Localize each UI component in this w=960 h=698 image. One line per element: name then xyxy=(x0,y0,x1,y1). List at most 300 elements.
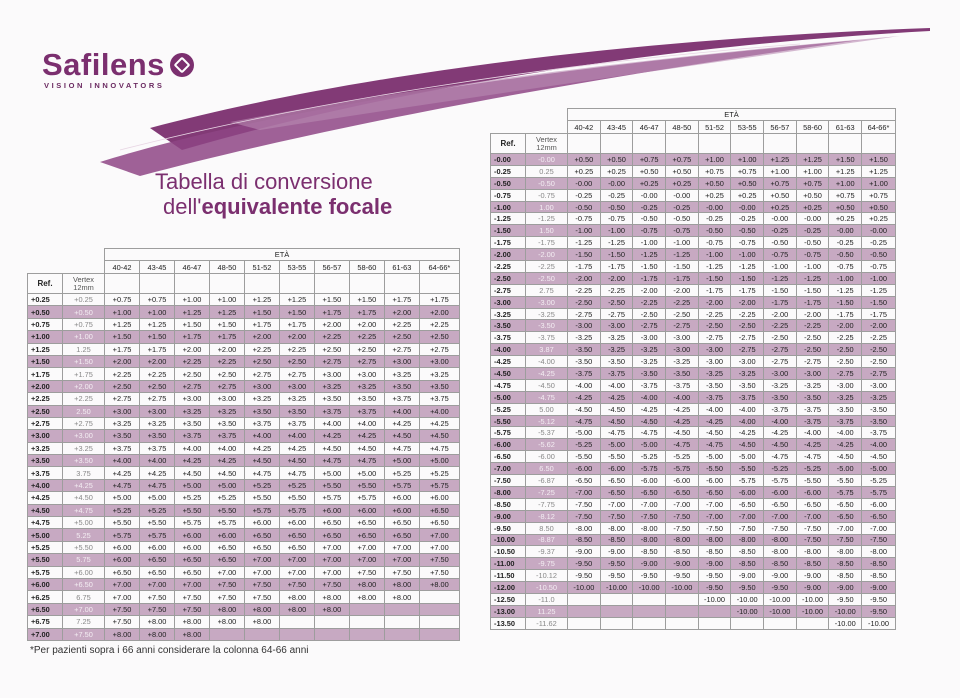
value-cell: -4.50 xyxy=(666,427,699,439)
ref-cell: +6.25 xyxy=(28,591,63,603)
value-cell: -0.00 xyxy=(666,189,699,201)
value-cell: +5.50 xyxy=(349,479,384,491)
vertex-cell: -6.87 xyxy=(526,475,568,487)
vertex-cell: +2.75 xyxy=(63,417,105,429)
value-cell: +1.50 xyxy=(279,306,314,318)
table-row xyxy=(491,225,896,237)
ref-header: Ref. xyxy=(491,134,526,154)
value-cell: +0.75 xyxy=(796,177,829,189)
table-row xyxy=(28,455,460,467)
value-cell: +8.00 xyxy=(244,616,279,628)
value-cell: -0.25 xyxy=(600,189,633,201)
value-cell: +0.50 xyxy=(829,201,862,213)
value-cell: +3.50 xyxy=(314,393,349,405)
value-cell: +7.50 xyxy=(384,566,419,578)
ref-cell: -1.75 xyxy=(491,237,526,249)
ref-cell: +1.25 xyxy=(28,343,63,355)
value-cell: -2.50 xyxy=(829,356,862,368)
value-cell: +7.00 xyxy=(244,554,279,566)
vertex-cell: +2.00 xyxy=(63,380,105,392)
table-row xyxy=(491,415,896,427)
value-cell: +7.00 xyxy=(244,566,279,578)
value-cell: +4.25 xyxy=(419,417,459,429)
value-cell: -9.00 xyxy=(796,570,829,582)
table-row xyxy=(491,284,896,296)
vertex-cell: -2.00 xyxy=(526,249,568,261)
age-column-header: 56-57 xyxy=(764,121,797,134)
value-cell: -8.50 xyxy=(600,534,633,546)
value-cell xyxy=(349,603,384,615)
value-cell: -3.25 xyxy=(568,332,601,344)
value-cell: -0.00 xyxy=(698,201,731,213)
value-cell: -7.00 xyxy=(731,510,764,522)
value-cell: -0.75 xyxy=(829,261,862,273)
value-cell: -5.50 xyxy=(600,451,633,463)
value-cell: -5.00 xyxy=(829,463,862,475)
value-cell: +8.00 xyxy=(174,616,209,628)
blank-cell xyxy=(244,274,279,294)
value-cell: +2.75 xyxy=(209,380,244,392)
vertex-cell: 7.25 xyxy=(63,616,105,628)
value-cell: -2.50 xyxy=(862,356,896,368)
value-cell: +1.50 xyxy=(174,318,209,330)
value-cell: -3.50 xyxy=(862,415,896,427)
table-row xyxy=(491,451,896,463)
value-cell: +3.75 xyxy=(349,405,384,417)
ref-cell: -4.75 xyxy=(491,379,526,391)
vertex-cell: +6.00 xyxy=(63,566,105,578)
value-cell: +0.25 xyxy=(829,213,862,225)
value-cell: +6.50 xyxy=(384,529,419,541)
vertex-cell: +7.50 xyxy=(63,628,105,640)
age-column-header: 61-63 xyxy=(829,121,862,134)
value-cell: -1.50 xyxy=(600,249,633,261)
brand-logo xyxy=(42,47,194,90)
value-cell: +5.75 xyxy=(105,529,140,541)
vertex-cell: +1.00 xyxy=(63,331,105,343)
vertex-cell: +1.75 xyxy=(63,368,105,380)
value-cell: +6.00 xyxy=(105,554,140,566)
value-cell: +4.00 xyxy=(209,442,244,454)
table-row xyxy=(28,430,460,442)
value-cell xyxy=(419,603,459,615)
value-cell: -4.00 xyxy=(764,415,797,427)
value-cell: +0.25 xyxy=(796,201,829,213)
age-column-header: 64-66* xyxy=(862,121,896,134)
value-cell: +5.00 xyxy=(174,479,209,491)
value-cell: -2.50 xyxy=(633,308,666,320)
value-cell: +7.50 xyxy=(349,566,384,578)
table-row xyxy=(491,475,896,487)
value-cell: +1.50 xyxy=(829,154,862,166)
value-cell: -3.25 xyxy=(666,356,699,368)
table-row xyxy=(491,522,896,534)
value-cell: +2.00 xyxy=(105,355,140,367)
ref-cell: -9.50 xyxy=(491,522,526,534)
table-row xyxy=(491,593,896,605)
value-cell xyxy=(568,617,601,629)
value-cell: -9.00 xyxy=(764,570,797,582)
value-cell: -2.00 xyxy=(796,308,829,320)
value-cell: +5.25 xyxy=(419,467,459,479)
age-column-header: 40-42 xyxy=(568,121,601,134)
value-cell: +4.25 xyxy=(349,430,384,442)
value-cell: +2.75 xyxy=(244,368,279,380)
title-line2-bold: equivalente focale xyxy=(201,194,393,219)
value-cell: -9.50 xyxy=(666,570,699,582)
value-cell: -6.50 xyxy=(829,510,862,522)
value-cell: +3.75 xyxy=(139,442,174,454)
value-cell: +7.00 xyxy=(384,541,419,553)
value-cell: +0.50 xyxy=(731,177,764,189)
value-cell: -1.25 xyxy=(764,272,797,284)
table-row xyxy=(28,442,460,454)
value-cell: -4.00 xyxy=(862,439,896,451)
ref-cell: -0.75 xyxy=(491,189,526,201)
value-cell: +6.50 xyxy=(384,517,419,529)
ref-cell: -7.50 xyxy=(491,475,526,487)
value-cell: +0.50 xyxy=(862,201,896,213)
value-cell: +1.75 xyxy=(244,318,279,330)
ref-cell: -5.50 xyxy=(491,415,526,427)
value-cell: +4.25 xyxy=(384,417,419,429)
blank-cell xyxy=(349,274,384,294)
value-cell: -2.00 xyxy=(829,320,862,332)
ref-cell: +1.00 xyxy=(28,331,63,343)
value-cell: +0.75 xyxy=(862,189,896,201)
value-cell: +7.00 xyxy=(209,566,244,578)
value-cell: -6.50 xyxy=(666,486,699,498)
value-cell: -3.00 xyxy=(568,320,601,332)
value-cell: -3.75 xyxy=(796,415,829,427)
table-row xyxy=(28,529,460,541)
value-cell: +1.00 xyxy=(698,154,731,166)
value-cell: -9.50 xyxy=(600,558,633,570)
value-cell: -2.75 xyxy=(666,320,699,332)
value-cell: -2.25 xyxy=(796,320,829,332)
ref-cell: -1.50 xyxy=(491,225,526,237)
value-cell: +5.50 xyxy=(105,517,140,529)
value-cell: -4.75 xyxy=(666,439,699,451)
ref-cell: -3.25 xyxy=(491,308,526,320)
value-cell: -9.50 xyxy=(600,570,633,582)
value-cell: -5.00 xyxy=(862,463,896,475)
ref-cell: +4.50 xyxy=(28,504,63,516)
value-cell: +4.75 xyxy=(419,442,459,454)
vertex-cell: +3.00 xyxy=(63,430,105,442)
value-cell: +4.50 xyxy=(174,467,209,479)
value-cell: -3.00 xyxy=(666,344,699,356)
value-cell: -10.00 xyxy=(731,593,764,605)
value-cell: +2.00 xyxy=(139,355,174,367)
value-cell: +0.25 xyxy=(600,165,633,177)
table-row xyxy=(28,355,460,367)
value-cell: -8.00 xyxy=(764,534,797,546)
value-cell: +3.25 xyxy=(174,405,209,417)
value-cell: -10.00 xyxy=(600,582,633,594)
value-cell: +5.50 xyxy=(279,492,314,504)
value-cell: -7.50 xyxy=(829,534,862,546)
table-row xyxy=(491,498,896,510)
vertex-cell: +6.50 xyxy=(63,578,105,590)
table-row xyxy=(28,343,460,355)
value-cell xyxy=(633,617,666,629)
value-cell: -8.00 xyxy=(829,546,862,558)
value-cell: +5.50 xyxy=(244,492,279,504)
value-cell: -4.50 xyxy=(764,439,797,451)
value-cell: +3.00 xyxy=(105,405,140,417)
ref-cell: +3.25 xyxy=(28,442,63,454)
ref-cell: -4.50 xyxy=(491,368,526,380)
table-row xyxy=(28,467,460,479)
blank-cell xyxy=(862,134,896,154)
value-cell: +4.75 xyxy=(349,455,384,467)
value-cell: -3.50 xyxy=(568,356,601,368)
value-cell: -10.00 xyxy=(731,605,764,617)
age-column-header: 58-60 xyxy=(349,261,384,274)
value-cell: +2.00 xyxy=(349,318,384,330)
value-cell: -4.25 xyxy=(731,427,764,439)
value-cell: -6.50 xyxy=(600,475,633,487)
value-cell: -10.00 xyxy=(796,605,829,617)
value-cell: +6.00 xyxy=(174,529,209,541)
ref-cell: -5.25 xyxy=(491,403,526,415)
value-cell: +2.25 xyxy=(174,355,209,367)
table-row xyxy=(491,261,896,273)
value-cell: -2.75 xyxy=(731,332,764,344)
vertex-cell: 5.75 xyxy=(63,554,105,566)
value-cell: -2.00 xyxy=(666,284,699,296)
ref-cell: +3.00 xyxy=(28,430,63,442)
value-cell: +3.25 xyxy=(279,393,314,405)
value-cell: -3.25 xyxy=(600,344,633,356)
value-cell: +3.75 xyxy=(314,405,349,417)
value-cell: +3.75 xyxy=(174,430,209,442)
table-row xyxy=(491,486,896,498)
value-cell: +6.00 xyxy=(349,504,384,516)
blank-cell xyxy=(279,274,314,294)
value-cell: +4.75 xyxy=(279,467,314,479)
value-cell: -1.25 xyxy=(698,261,731,273)
value-cell: -0.50 xyxy=(862,249,896,261)
value-cell: +5.75 xyxy=(349,492,384,504)
value-cell: +0.25 xyxy=(764,201,797,213)
value-cell: +1.75 xyxy=(349,306,384,318)
value-cell: -4.50 xyxy=(698,427,731,439)
value-cell: +3.00 xyxy=(139,405,174,417)
table-row xyxy=(491,237,896,249)
value-cell xyxy=(731,617,764,629)
ref-cell: +4.25 xyxy=(28,492,63,504)
value-cell: +3.50 xyxy=(349,393,384,405)
value-cell: -8.00 xyxy=(698,534,731,546)
value-cell: -2.00 xyxy=(698,296,731,308)
value-cell: +8.00 xyxy=(209,603,244,615)
ref-cell: -9.00 xyxy=(491,510,526,522)
table-row xyxy=(28,616,460,628)
value-cell: -8.50 xyxy=(568,534,601,546)
value-cell: +3.00 xyxy=(314,368,349,380)
value-cell: +4.00 xyxy=(314,417,349,429)
vertex-header xyxy=(63,274,105,294)
value-cell: -0.00 xyxy=(568,177,601,189)
value-cell: -9.50 xyxy=(568,558,601,570)
value-cell: +1.25 xyxy=(764,154,797,166)
value-cell: -4.75 xyxy=(698,439,731,451)
value-cell: -7.00 xyxy=(600,498,633,510)
vertex-cell: +2.25 xyxy=(63,393,105,405)
value-cell: -6.00 xyxy=(731,486,764,498)
value-cell: +8.00 xyxy=(174,628,209,640)
ref-cell: +1.50 xyxy=(28,355,63,367)
blank-cell xyxy=(314,274,349,294)
value-cell: +3.00 xyxy=(384,355,419,367)
value-cell: +1.50 xyxy=(139,331,174,343)
table-row xyxy=(28,318,460,330)
value-cell: -2.75 xyxy=(764,356,797,368)
value-cell: -4.00 xyxy=(829,427,862,439)
value-cell: -1.00 xyxy=(731,249,764,261)
value-cell: -3.25 xyxy=(600,332,633,344)
value-cell: +6.50 xyxy=(349,529,384,541)
value-cell: -1.50 xyxy=(731,272,764,284)
value-cell: -3.00 xyxy=(600,320,633,332)
value-cell: +0.75 xyxy=(731,165,764,177)
value-cell: +5.75 xyxy=(419,479,459,491)
value-cell: -3.00 xyxy=(698,356,731,368)
table-row xyxy=(28,331,460,343)
ref-cell: -8.00 xyxy=(491,486,526,498)
value-cell: +2.00 xyxy=(419,306,459,318)
ref-cell: -2.50 xyxy=(491,272,526,284)
value-cell: +4.50 xyxy=(314,442,349,454)
value-cell: +6.50 xyxy=(244,541,279,553)
value-cell: -2.25 xyxy=(568,284,601,296)
value-cell: +3.50 xyxy=(105,430,140,442)
value-cell: +0.25 xyxy=(862,213,896,225)
value-cell: -2.25 xyxy=(666,296,699,308)
ref-cell: -2.00 xyxy=(491,249,526,261)
value-cell: +3.75 xyxy=(105,442,140,454)
value-cell: -0.25 xyxy=(666,201,699,213)
value-cell: -3.25 xyxy=(698,368,731,380)
value-cell: +5.00 xyxy=(384,455,419,467)
value-cell: -3.75 xyxy=(568,368,601,380)
value-cell: +1.75 xyxy=(384,294,419,306)
value-cell: +5.75 xyxy=(139,529,174,541)
value-cell: +0.50 xyxy=(568,154,601,166)
table-row xyxy=(491,570,896,582)
value-cell xyxy=(314,616,349,628)
value-cell: +3.25 xyxy=(384,368,419,380)
value-cell: -6.00 xyxy=(633,475,666,487)
value-cell: +2.25 xyxy=(349,331,384,343)
value-cell: +1.25 xyxy=(244,294,279,306)
value-cell: -2.25 xyxy=(633,296,666,308)
title-line1: Tabella di conversione xyxy=(155,169,373,194)
value-cell: -8.00 xyxy=(666,534,699,546)
value-cell: +0.75 xyxy=(139,294,174,306)
value-cell: -0.25 xyxy=(862,237,896,249)
value-cell: +4.25 xyxy=(105,467,140,479)
value-cell: -0.25 xyxy=(633,201,666,213)
vertex-cell: 0.25 xyxy=(526,165,568,177)
value-cell: +4.50 xyxy=(349,442,384,454)
value-cell: -8.50 xyxy=(633,546,666,558)
value-cell: -5.75 xyxy=(862,486,896,498)
value-cell: +8.00 xyxy=(139,616,174,628)
value-cell: -5.50 xyxy=(568,451,601,463)
value-cell: -5.25 xyxy=(764,463,797,475)
value-cell: -0.00 xyxy=(600,177,633,189)
value-cell: -1.00 xyxy=(764,261,797,273)
table-row xyxy=(491,154,896,166)
value-cell: -10.00 xyxy=(829,605,862,617)
blank-cell xyxy=(764,134,797,154)
value-cell: +4.25 xyxy=(174,455,209,467)
value-cell: +6.50 xyxy=(105,566,140,578)
value-cell: -6.50 xyxy=(600,486,633,498)
value-cell xyxy=(764,617,797,629)
value-cell: -8.00 xyxy=(764,546,797,558)
ref-cell: +5.25 xyxy=(28,541,63,553)
value-cell: -0.75 xyxy=(666,225,699,237)
ref-cell: +2.75 xyxy=(28,417,63,429)
value-cell: -0.50 xyxy=(764,237,797,249)
value-cell: +3.50 xyxy=(209,417,244,429)
value-cell: -4.75 xyxy=(764,451,797,463)
value-cell: +5.50 xyxy=(174,504,209,516)
value-cell: +2.00 xyxy=(209,343,244,355)
value-cell: -3.50 xyxy=(633,368,666,380)
vertex-cell: +4.75 xyxy=(63,504,105,516)
value-cell: -5.75 xyxy=(731,475,764,487)
value-cell: +2.50 xyxy=(244,355,279,367)
value-cell: +4.75 xyxy=(314,455,349,467)
value-cell: -9.00 xyxy=(568,546,601,558)
value-cell: +7.00 xyxy=(314,566,349,578)
vertex-cell: 11.25 xyxy=(526,605,568,617)
value-cell: -0.75 xyxy=(862,261,896,273)
value-cell: -3.75 xyxy=(731,391,764,403)
ref-cell: -0.00 xyxy=(491,154,526,166)
value-cell: -4.00 xyxy=(731,403,764,415)
value-cell: +0.25 xyxy=(731,189,764,201)
value-cell: +3.25 xyxy=(244,393,279,405)
value-cell: +7.50 xyxy=(105,603,140,615)
value-cell: +7.50 xyxy=(105,616,140,628)
age-column-header: 43-45 xyxy=(139,261,174,274)
value-cell: +5.75 xyxy=(244,504,279,516)
blank-cell xyxy=(829,134,862,154)
vertex-cell: -8.87 xyxy=(526,534,568,546)
value-cell: +8.00 xyxy=(279,591,314,603)
value-cell: -2.50 xyxy=(796,344,829,356)
value-cell: +2.75 xyxy=(279,368,314,380)
value-cell: +2.75 xyxy=(174,380,209,392)
brand-name: Safilens xyxy=(42,47,165,82)
value-cell: -2.25 xyxy=(731,308,764,320)
value-cell: -3.50 xyxy=(698,379,731,391)
table-row xyxy=(28,504,460,516)
value-cell: -9.00 xyxy=(796,582,829,594)
ref-cell: -12.00 xyxy=(491,582,526,594)
value-cell: +0.25 xyxy=(698,189,731,201)
value-cell: +6.50 xyxy=(174,554,209,566)
value-cell: +4.75 xyxy=(244,467,279,479)
value-cell: -4.75 xyxy=(600,427,633,439)
value-cell: -0.75 xyxy=(698,237,731,249)
